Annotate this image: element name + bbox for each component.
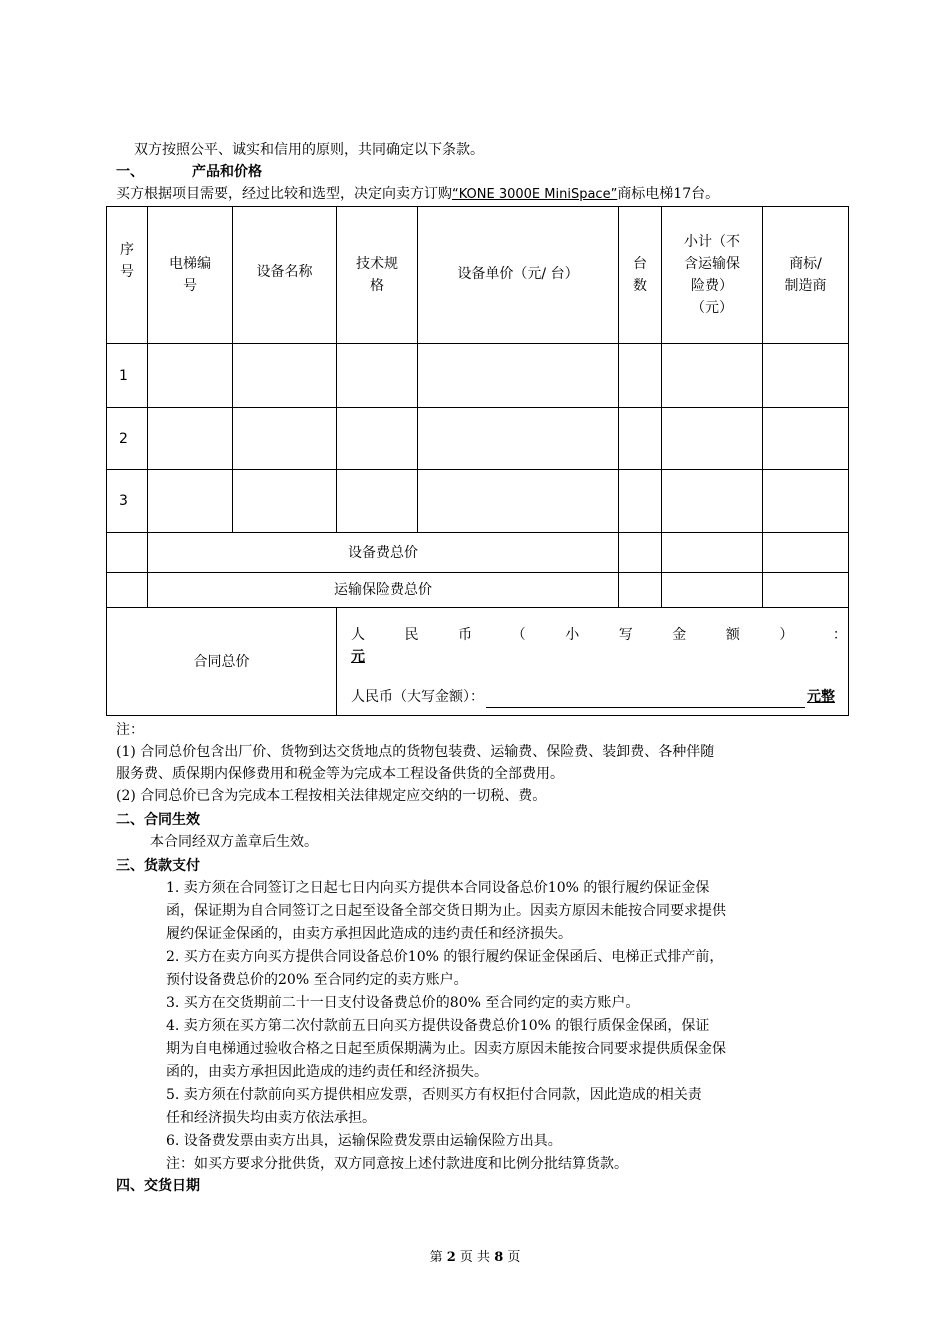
page-total: 8 bbox=[494, 1250, 504, 1265]
contract-total-amount bbox=[337, 608, 849, 716]
note-2: (2) 合同总价已含为完成本工程按相关法律规定应交纳的一切税、费。 bbox=[116, 788, 547, 804]
page-footer: 第 2 页 共 8 页 bbox=[429, 1250, 521, 1265]
table-row bbox=[107, 470, 849, 533]
transport-total-label: 运输保险费总价 bbox=[148, 573, 619, 608]
section-1-number: 一、 bbox=[116, 164, 144, 180]
note-1-line-2: 服务费、质保期内保修费用和税金等为完成本工程设备供货的全部费用。 bbox=[116, 766, 564, 782]
payment-6: 6. 设备费发票由卖方出具，运输保险费发票由运输保险方出具。 bbox=[166, 1133, 562, 1149]
header-elevator-no: 电梯编 号 bbox=[148, 207, 233, 344]
table-header-row bbox=[107, 207, 849, 344]
table-row bbox=[107, 344, 849, 408]
note-1-line-1: (1) 合同总价包含出厂价、货物到达交货地点的货物包装费、运输费、保险费、装卸费、各种伴随 bbox=[116, 744, 715, 760]
payment-5-line-1: 5. 卖方须在付款前向买方提供相应发票，否则买方有权拒付合同款，因此造成的相关责 bbox=[166, 1087, 702, 1103]
header-count: 台 数 bbox=[619, 207, 662, 344]
payment-2-line-1: 2. 买方在卖方向买方提供合同设备总价10% 的银行履约保证金保函后、电梯正式排产前， bbox=[166, 949, 724, 965]
header-spec: 技术规 格 bbox=[337, 207, 418, 344]
section-1-heading bbox=[116, 162, 262, 182]
section-2-heading: 二、合同生效 bbox=[116, 812, 200, 828]
page-number: 2 bbox=[446, 1250, 456, 1265]
rmb-big-line bbox=[351, 686, 835, 708]
table-row bbox=[107, 408, 849, 470]
payment-note: 注：如买方要求分批供货，双方同意按上述付款进度和比例分批结算货款。 bbox=[166, 1156, 628, 1172]
section-2-body: 本合同经双方盖章后生效。 bbox=[150, 834, 318, 850]
equipment-total-row bbox=[107, 533, 849, 573]
equipment-total-label: 设备费总价 bbox=[148, 533, 619, 573]
notes-label: 注： bbox=[116, 722, 144, 738]
payment-4-line-2: 期为自电梯通过验收合格之日起至质保期满为止。因卖方原因未能按合同要求提供质保金保 bbox=[166, 1041, 726, 1057]
section-3-heading: 三、货款支付 bbox=[116, 858, 200, 874]
rmb-small-label: 人 民 币 （ 小 写 金 额 ） ： bbox=[351, 627, 847, 643]
header-brand: 商标/ 制造商 bbox=[763, 207, 849, 344]
contract-total-label: 合同总价 bbox=[107, 608, 337, 716]
product-price-table bbox=[106, 206, 849, 716]
order-sentence bbox=[116, 184, 719, 205]
payment-1-line-1: 1. 卖方须在合同签订之日起七日内向买方提供本合同设备总价10% 的银行履约保证金保 bbox=[166, 880, 710, 896]
header-device-name: 设备名称 bbox=[233, 207, 337, 344]
payment-1-line-2: 函，保证期为自合同签订之日起至设备全部交货日期为止。因卖方原因未能按合同要求提供 bbox=[166, 903, 726, 919]
payment-4-line-3: 函的，由卖方承担因此造成的违约责任和经济损失。 bbox=[166, 1064, 488, 1080]
rmb-big-blank bbox=[486, 691, 805, 708]
contract-total-row bbox=[107, 608, 849, 716]
payment-2-line-2: 预付设备费总价的20% 至合同约定的卖方账户。 bbox=[166, 972, 468, 988]
header-unit-price: 设备单价（元/ 台） bbox=[418, 207, 619, 344]
payment-1-line-3: 履约保证金保函的，由卖方承担因此造成的违约责任和经济损失。 bbox=[166, 926, 572, 942]
order-product: “KONE 3000E MiniSpace” bbox=[452, 187, 618, 202]
row-number: 1 bbox=[107, 344, 148, 408]
transport-total-row bbox=[107, 573, 849, 608]
payment-4-line-1: 4. 卖方须在买方第二次付款前五日向买方提供设备费总价10% 的银行质保金保函，保证 bbox=[166, 1018, 710, 1034]
order-prefix: 买方根据项目需要，经过比较和选型，决定向卖方订购 bbox=[116, 186, 452, 202]
order-suffix: 商标电梯17台。 bbox=[617, 186, 720, 202]
intro-text: 双方按照公平、诚实和信用的原则，共同确定以下条款。 bbox=[134, 142, 484, 158]
header-subtotal: 小计（不 含运输保 险费） （元） bbox=[662, 207, 763, 344]
header-seq: 序 号 bbox=[107, 207, 148, 344]
rmb-small-unit: 元 bbox=[351, 649, 365, 665]
row-number: 2 bbox=[107, 408, 148, 470]
section-1-title: 产品和价格 bbox=[192, 164, 262, 180]
section-4-heading: 四、交货日期 bbox=[116, 1178, 200, 1194]
row-number: 3 bbox=[107, 470, 148, 533]
rmb-big-label: 人民币（大写金额）： bbox=[351, 689, 484, 705]
rmb-big-unit: 元整 bbox=[807, 689, 835, 705]
payment-5-line-2: 任和经济损失均由卖方依法承担。 bbox=[166, 1110, 376, 1126]
payment-3: 3. 买方在交货期前二十一日支付设备费总价的80% 至合同约定的卖方账户。 bbox=[166, 995, 640, 1011]
